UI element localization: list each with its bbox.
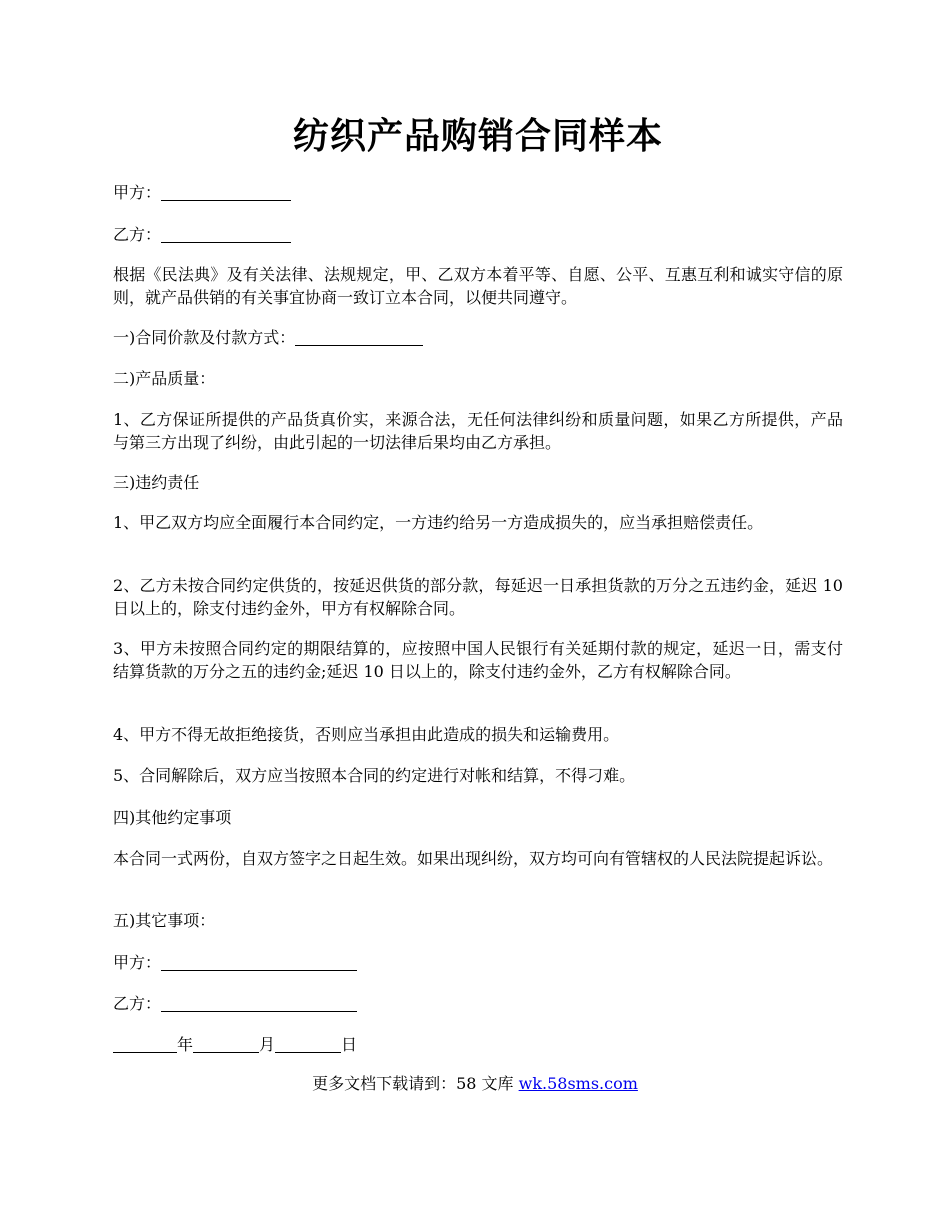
intro-paragraph: 根据《民法典》及有关法律、法规规定，甲、乙双方本着平等、自愿、公平、互惠互利和诚实守信的原则，就产品供销的有关事宜协商一致订立本合同，以便共同遵守。 [113, 265, 843, 307]
document-title: 纺织产品购销合同样本 [292, 115, 663, 157]
breach-clause-4: 4、甲方不得无故拒绝接货，否则应当承担由此造成的损失和运输费用。 [113, 725, 620, 744]
year-blank [113, 1036, 177, 1053]
breach-clause-5: 5、合同解除后，双方应当按照本合同的约定进行对帐和结算，不得刁难。 [113, 766, 636, 785]
sign-party-a-line [113, 951, 843, 974]
sign-party-b-label: 乙方： [113, 994, 162, 1013]
section-3-heading: 三)违约责任 [113, 473, 200, 492]
section-2-heading: 二)产品质量： [113, 369, 216, 388]
party-a-line [113, 181, 843, 204]
breach-clause-3: 3、甲方未按照合同约定的期限结算的，应按照中国人民银行有关延期付款的规定，延迟一日，需支付结算货款的万分之五的违约金;延迟 10 日以上的，除支付违约金外，乙方有权解除合同。 [113, 639, 843, 681]
party-a-label: 甲方： [113, 183, 162, 202]
sign-party-b-blank [161, 995, 357, 1012]
footer-link[interactable]: wk.58sms.com [518, 1074, 638, 1093]
breach-clause-1: 1、甲乙双方均应全面履行本合同约定，一方违约给另一方造成损失的，应当承担赔偿责任。 [113, 513, 764, 532]
section-5-heading: 五)其它事项： [113, 911, 216, 930]
section-1-heading: 一)合同价款及付款方式： [113, 328, 296, 347]
date-line [113, 1033, 843, 1056]
party-b-label: 乙方： [113, 225, 162, 244]
sign-party-a-blank [161, 954, 357, 971]
breach-clause-2: 2、乙方未按合同约定供货的，按延迟供货的部分款，每延迟一日承担货款的万分之五违约金，延迟 10 日以上的，除支付违约金外，甲方有权解除合同。 [113, 576, 843, 618]
party-b-line [113, 223, 843, 246]
month-blank [193, 1036, 259, 1053]
year-label: 年 [177, 1035, 194, 1054]
payment-blank [295, 329, 423, 346]
sign-party-a-label: 甲方： [113, 953, 162, 972]
other-terms-paragraph: 本合同一式两份，自双方签字之日起生效。如果出现纠纷，双方均可向有管辖权的人民法院提起诉讼。 [113, 849, 834, 868]
day-blank [275, 1036, 341, 1053]
quality-clause-1: 1、乙方保证所提供的产品货真价实，来源合法，无任何法律纠纷和质量问题，如果乙方所提供，产品与第三方出现了纠纷，由此引起的一切法律后果均由乙方承担。 [113, 410, 843, 452]
party-a-blank [161, 184, 291, 201]
footer-text: 更多文档下载请到：58 文库 [312, 1074, 519, 1093]
footer [0, 1072, 950, 1095]
party-b-blank [161, 226, 291, 243]
day-label: 日 [341, 1035, 358, 1054]
sign-party-b-line [113, 992, 843, 1015]
section-1-line [113, 326, 843, 349]
section-4-heading: 四)其他约定事项 [113, 808, 232, 827]
month-label: 月 [259, 1035, 276, 1054]
